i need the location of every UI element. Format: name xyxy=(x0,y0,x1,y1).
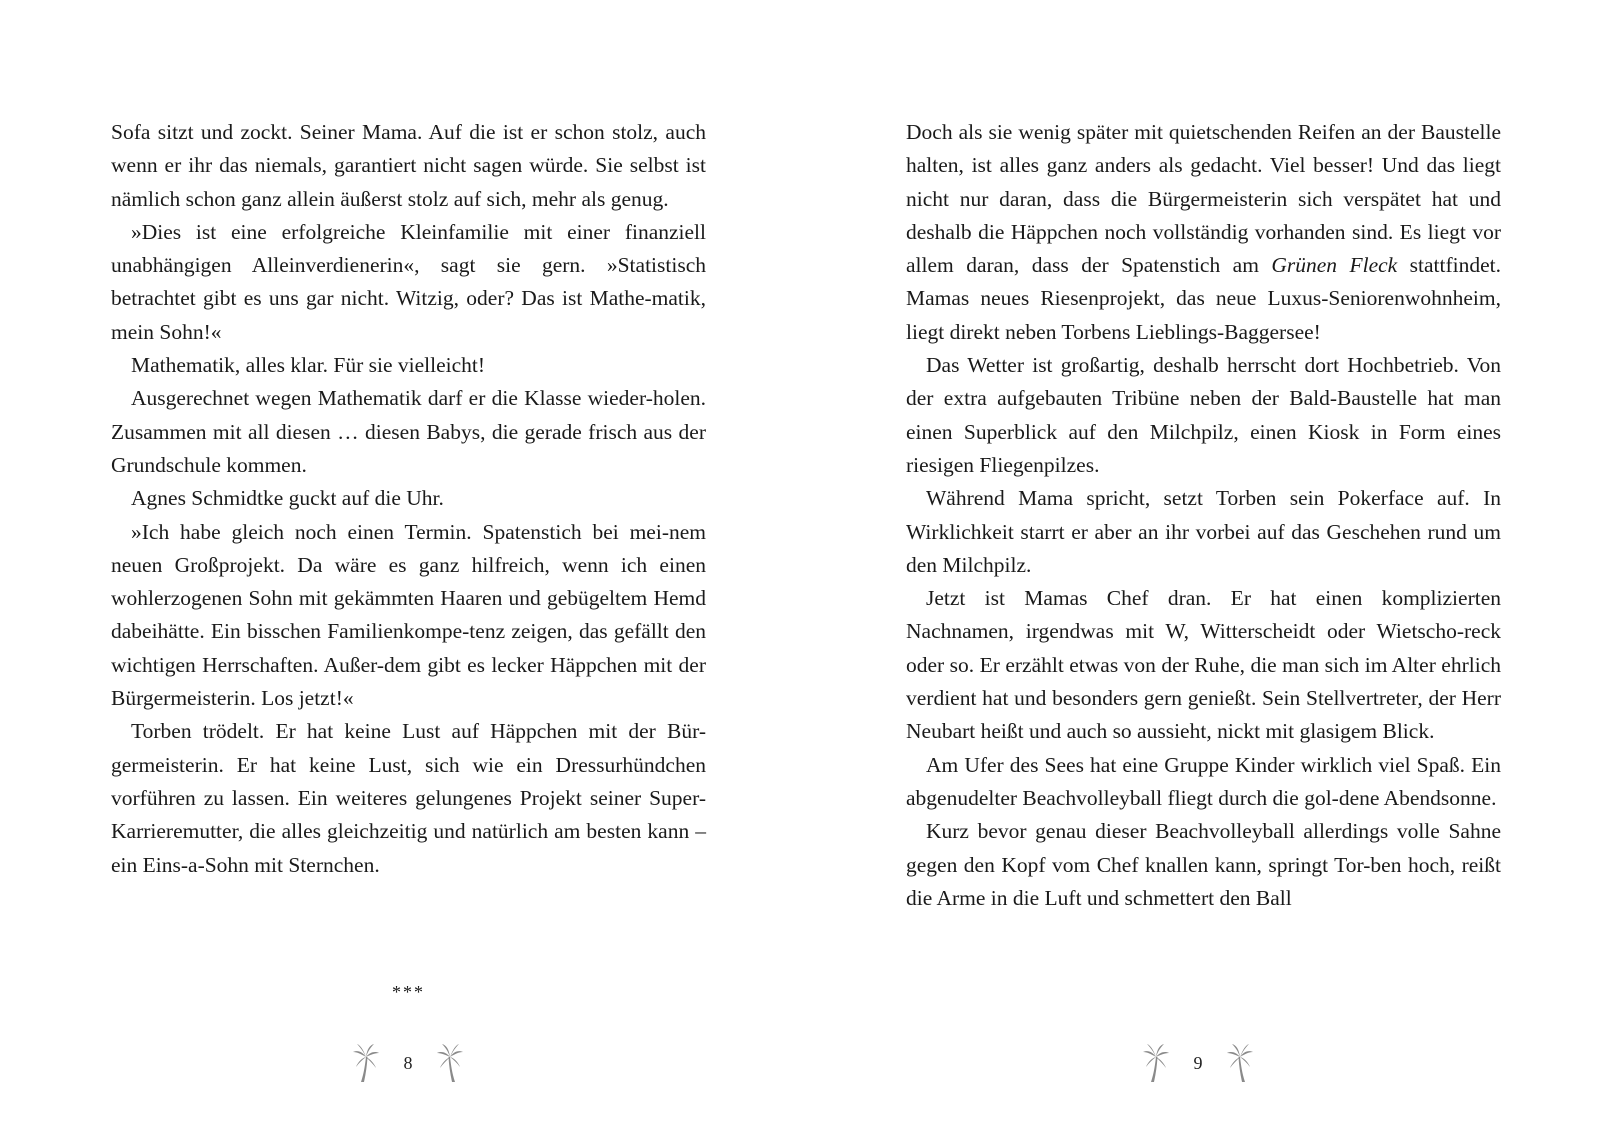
palm-tree-icon xyxy=(1142,1043,1170,1083)
page-footer xyxy=(1118,1043,1278,1083)
page-footer xyxy=(328,1043,488,1083)
palm-tree-icon xyxy=(352,1043,380,1083)
paragraph: »Ich habe gleich noch einen Termin. Spatenstich bei mei-nem neuen Großprojekt. Da wäre es ganz hilfreich, wenn ich einen wohlerzogenen Sohn mit gekämmten Haaren und gebügeltem Hemd dabeihätte. Ein bisschen Familienkompe-tenz zeigen, das gefällt den wichtigen Herrschaften. Außer-dem gibt es lecker Häppchen mit der Bürgermeisterin. Los jetzt!« xyxy=(111,519,706,711)
paragraph: »Dies ist eine erfolgreiche Kleinfamilie mit einer finanziell unabhängigen Alleinverdienerin«, sagt sie gern. »Statistisch betrachtet gibt es uns gar nicht. Witzig, oder? Das ist Mathe-matik, mein Sohn!« xyxy=(111,219,706,344)
palm-tree-icon xyxy=(436,1043,464,1083)
paragraph-text: Doch als sie wenig später mit quietschenden Reifen an der Baustelle halten, ist alles ganz anders als gedacht. Viel besser! Und das liegt nicht nur daran, dass die Bürgermeisterin sich verspätet hat und deshalb die Häppchen noch vollständig vorhanden sind. Es liegt vor allem daran, dass der Spatenstich am xyxy=(906,120,1501,278)
paragraph: Ausgerechnet wegen Mathematik darf er die Klasse wieder-holen. Zusammen mit all diesen … diesen Babys, die gerade frisch aus der Grundschule kommen. xyxy=(111,386,706,477)
paragraph xyxy=(906,116,1501,349)
paragraph: Am Ufer des Sees hat eine Gruppe Kinder wirklich viel Spaß. Ein abgenudelter Beachvolleyball fliegt durch die gol-dene Abendsonne. xyxy=(906,752,1501,810)
paragraph: Während Mama spricht, setzt Torben sein Pokerface auf. In Wirklichkeit starrt er aber an ihr vorbei auf das Geschehen rund um den Milchpilz. xyxy=(906,486,1501,577)
paragraph: Agnes Schmidtke guckt auf die Uhr. xyxy=(131,486,444,511)
paragraph: Torben trödelt. Er hat keine Lust auf Häppchen mit der Bür-germeisterin. Er hat keine Lust, sich wie ein Dressurhündchen vorführen zu lassen. Ein weiteres gelungenes Projekt seiner Super-Karrieremutter, die alles gleichzeitig und natürlich am besten kann – ein Eins-a-Sohn mit Sternchen. xyxy=(111,719,706,877)
paragraph: Das Wetter ist großartig, deshalb herrscht dort Hochbetrieb. Von der extra aufgebauten Tribüne neben der Bald-Baustelle hat man einen Superblick auf den Milchpilz, einen Kiosk in Form eines riesigen Fliegenpilzes. xyxy=(906,353,1501,477)
palm-tree-icon xyxy=(1226,1043,1254,1083)
right-page-text xyxy=(906,116,1501,915)
paragraph: Sofa sitzt und zockt. Seiner Mama. Auf die ist er schon stolz, auch wenn er ihr das niemals, garantiert nicht sagen würde. Sie selbst ist nämlich schon ganz allein äußerst stolz auf sich, mehr als genug. xyxy=(111,120,706,211)
paragraph: Mathematik, alles klar. Für sie vielleicht! xyxy=(131,353,486,378)
right-page xyxy=(800,0,1600,1131)
place-name-italic: Grünen Fleck xyxy=(1271,253,1398,278)
scene-separator: *** xyxy=(392,982,425,1002)
paragraph: Jetzt ist Mamas Chef dran. Er hat einen komplizierten Nachnamen, irgendwas mit W, Witterscheidt oder Wietscho-reck oder so. Er erzählt etwas von der Ruhe, die man sich im Alter ehrlich verdient hat und besonders gern genießt. Sein Stellvertreter, der Herr Neubart heißt und auch so aussieht, nickt mit glasigem Blick. xyxy=(906,586,1501,744)
page-number: 9 xyxy=(1193,1052,1203,1073)
left-page-text xyxy=(111,116,706,882)
paragraph: Kurz bevor genau dieser Beachvolleyball allerdings volle Sahne gegen den Kopf vom Chef knallen kann, springt Tor-ben hoch, reißt die Arme in die Luft und schmettert den Ball xyxy=(906,819,1501,910)
page-number: 8 xyxy=(403,1052,413,1073)
paragraph-text: stattfindet. Mamas neues Riesenprojekt, das neue Luxus-Seniorenwohnheim, liegt direkt neben Torbens Lieblings-Baggersee! xyxy=(906,253,1502,344)
